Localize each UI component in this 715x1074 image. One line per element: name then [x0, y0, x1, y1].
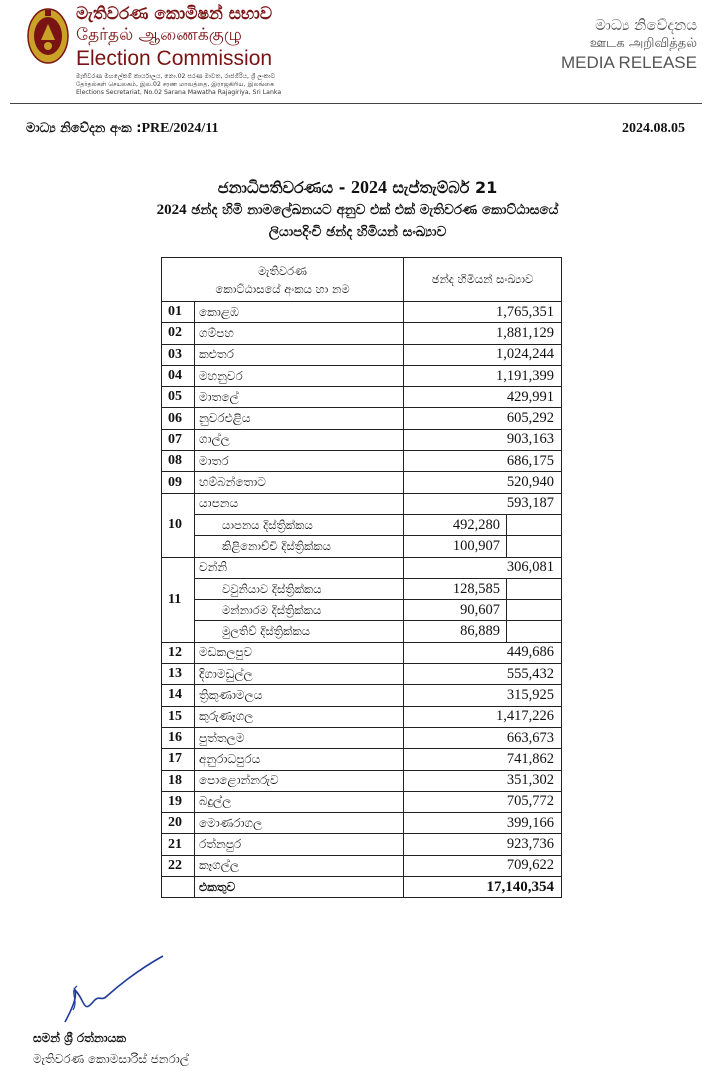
voter-count: 555,432	[404, 664, 562, 685]
page-title	[0, 177, 715, 198]
voter-count: 1,765,351	[404, 302, 562, 323]
division-number: 17	[162, 749, 195, 770]
division-name: කුරුණෑගල	[195, 706, 404, 727]
table-row	[162, 429, 562, 450]
title-prefix: ජනාධිපතිවරණය -	[217, 178, 351, 197]
voter-count: 593,187	[404, 493, 562, 514]
division-name: වන්නි	[195, 557, 404, 578]
voter-count: 741,862	[404, 749, 562, 770]
voter-count: 686,175	[404, 451, 562, 472]
division-number: 18	[162, 770, 195, 791]
division-name: අනුරාධපුරය	[195, 749, 404, 770]
org-name-sinhala: මැතිවරණ කොමිෂන් සභාව	[76, 4, 273, 24]
division-number: 01	[162, 302, 195, 323]
title-suffix: සැප්තැම්බර් 21	[386, 178, 498, 197]
table-row	[162, 727, 562, 748]
blank-cell	[507, 621, 562, 642]
district-voter-count: 100,907	[404, 536, 507, 557]
voter-count: 1,881,129	[404, 323, 562, 344]
voter-count: 923,736	[404, 834, 562, 855]
table-subrow	[162, 600, 562, 621]
table-body	[162, 302, 562, 898]
table-row	[162, 791, 562, 812]
sri-lanka-emblem-icon	[26, 6, 70, 66]
division-number: 12	[162, 642, 195, 663]
division-number: 04	[162, 365, 195, 386]
organization-block	[76, 4, 376, 98]
header-count: ඡන්ද හිමියන් සංඛ්‍යාව	[404, 258, 562, 302]
table-row	[162, 387, 562, 408]
total-value: 17,140,354	[404, 877, 562, 898]
division-name: දිගාමඩුල්ල	[195, 664, 404, 685]
district-name: කිළිනොච්චි දිස්ත්‍රික්කය	[195, 536, 404, 557]
table-row	[162, 408, 562, 429]
blank-cell	[507, 600, 562, 621]
table-subrow	[162, 578, 562, 599]
district-voter-count: 492,280	[404, 514, 507, 535]
division-number: 11	[162, 557, 195, 642]
subtitle-text: ඡන්ද හිමි නාමලේඛනයට අනුව එක් එක් මැතිවරණ කොට්ඨාසයේ	[186, 202, 559, 218]
division-number: 05	[162, 387, 195, 408]
division-number: 10	[162, 493, 195, 557]
address-line-sinhala: මැතිවරණ මහලේකම් කාර්යාලය, නො.02 සරණ මාවත, රාජගිරිය, ශ්‍රී ලංකාව	[76, 73, 276, 80]
division-name: මාතලේ	[195, 387, 404, 408]
voter-count: 399,166	[404, 813, 562, 834]
voter-count: 1,191,399	[404, 365, 562, 386]
media-release-english: MEDIA RELEASE	[560, 53, 697, 72]
division-name: මහනුවර	[195, 365, 404, 386]
voter-count: 351,302	[404, 770, 562, 791]
blank-cell	[507, 578, 562, 599]
table-row	[162, 813, 562, 834]
division-number: 21	[162, 834, 195, 855]
table-row	[162, 323, 562, 344]
table-subrow	[162, 536, 562, 557]
division-name: නුවරඑළිය	[195, 408, 404, 429]
table-subrow	[162, 514, 562, 535]
table-subrow	[162, 621, 562, 642]
reference-number	[26, 121, 218, 137]
division-number: 02	[162, 323, 195, 344]
division-number: 03	[162, 344, 195, 365]
total-label: එකතුව	[195, 877, 404, 898]
reference-label: මාධ්‍ය නිවේදන අංක :	[26, 121, 142, 136]
header-divider	[10, 103, 702, 104]
title-year: 2024	[350, 177, 387, 197]
division-number: 19	[162, 791, 195, 812]
media-release-block	[561, 16, 697, 73]
voter-count: 1,417,226	[404, 706, 562, 727]
division-number: 09	[162, 472, 195, 493]
voter-count: 663,673	[404, 727, 562, 748]
table-row	[162, 451, 562, 472]
table-row	[162, 770, 562, 791]
division-name: මඩකලපුව	[195, 642, 404, 663]
table-row	[162, 834, 562, 855]
signer-name: සමන් ශ්‍රී රත්නායක	[33, 1031, 126, 1045]
district-name: වවුනියාව දිස්ත්‍රික්කය	[195, 578, 404, 599]
division-number: 08	[162, 451, 195, 472]
table-row	[162, 472, 562, 493]
division-number: 07	[162, 429, 195, 450]
division-name: පොළොන්නරුව	[195, 770, 404, 791]
table-row	[162, 855, 562, 876]
voter-count: 1,024,244	[404, 344, 562, 365]
district-name: මුලතිව් දිස්ත්‍රික්කය	[195, 621, 404, 642]
org-name-english: Election Commission	[76, 47, 273, 70]
table-row	[162, 493, 562, 514]
voters-table	[161, 257, 562, 898]
signature-image	[55, 952, 175, 1032]
division-number: 16	[162, 727, 195, 748]
signer-title: මැතිවරණ කොමසාරිස් ජනරාල්	[33, 1052, 189, 1066]
table-header-row	[162, 258, 562, 302]
table-row	[162, 344, 562, 365]
division-number: 13	[162, 664, 195, 685]
table-row	[162, 557, 562, 578]
division-number: 20	[162, 813, 195, 834]
voter-count: 449,686	[404, 642, 562, 663]
letterhead	[0, 0, 715, 104]
division-name: මොණරාගල	[195, 813, 404, 834]
division-name: රත්නපුර	[195, 834, 404, 855]
table-row	[162, 642, 562, 663]
district-name: මන්නාරම දිස්ත්‍රික්කය	[195, 600, 404, 621]
table-row	[162, 685, 562, 706]
division-name: ගාල්ල	[195, 429, 404, 450]
voter-count: 903,163	[404, 429, 562, 450]
division-number: 15	[162, 706, 195, 727]
division-name: කොළඹ	[195, 302, 404, 323]
subtitle-line-2: ලියාපදිංචි ඡන්ද හිමියන් සංඛ්‍යාව	[268, 224, 447, 240]
division-name: ගම්පහ	[195, 323, 404, 344]
voter-count: 520,940	[404, 472, 562, 493]
division-name: කෑගල්ල	[195, 855, 404, 876]
total-row	[162, 877, 562, 898]
voter-count: 605,292	[404, 408, 562, 429]
division-name: ත්‍රිකුණාමලය	[195, 685, 404, 706]
blank-cell	[507, 536, 562, 557]
voter-count: 705,772	[404, 791, 562, 812]
blank-cell	[507, 514, 562, 535]
voter-count: 315,925	[404, 685, 562, 706]
district-name: යාපනය දිස්ත්‍රික්කය	[195, 514, 404, 535]
district-voter-count: 128,585	[404, 578, 507, 599]
media-release-sinhala: මාධ්‍ය නිවේදනය	[595, 16, 697, 34]
address-line-english: Elections Secretariat, No.02 Sarana Mawatha Rajagiriya, Sri Lanka	[76, 89, 282, 97]
subtitle-year: 2024	[156, 202, 187, 218]
address-block	[76, 73, 376, 98]
division-name: බදුල්ල	[195, 791, 404, 812]
release-date: 2024.08.05	[622, 121, 685, 136]
district-voter-count: 86,889	[404, 621, 507, 642]
table-row	[162, 749, 562, 770]
district-voter-count: 90,607	[404, 600, 507, 621]
table-row	[162, 302, 562, 323]
table-row	[162, 706, 562, 727]
reference-code: PRE/2024/11	[141, 121, 219, 136]
division-number: 06	[162, 408, 195, 429]
subtitle-line-1	[0, 202, 715, 219]
table-row	[162, 664, 562, 685]
voter-count: 429,991	[404, 387, 562, 408]
division-name: හම්බන්තොට	[195, 472, 404, 493]
division-name: කළුතර	[195, 344, 404, 365]
org-name-tamil: தேர்தல் ஆணைக்குழு	[76, 25, 242, 45]
division-number: 22	[162, 855, 195, 876]
division-name: මාතර	[195, 451, 404, 472]
voter-count: 306,081	[404, 557, 562, 578]
division-name: යාපනය	[195, 493, 404, 514]
header-district: මැතිවරණ කොට්ඨාසයේ අංකය හා නම	[162, 258, 404, 302]
blank-cell	[162, 877, 195, 898]
table-row	[162, 365, 562, 386]
address-line-tamil: தேர்தல்கள் செயலகம், இல.02 சரண மாவத்தை, இராஜகிரிய, இலங்கை	[76, 81, 275, 89]
media-release-tamil: ஊடக அறிவித்தல்	[589, 36, 697, 51]
division-name: පුත්තලම	[195, 727, 404, 748]
division-number: 14	[162, 685, 195, 706]
voter-count: 709,622	[404, 855, 562, 876]
